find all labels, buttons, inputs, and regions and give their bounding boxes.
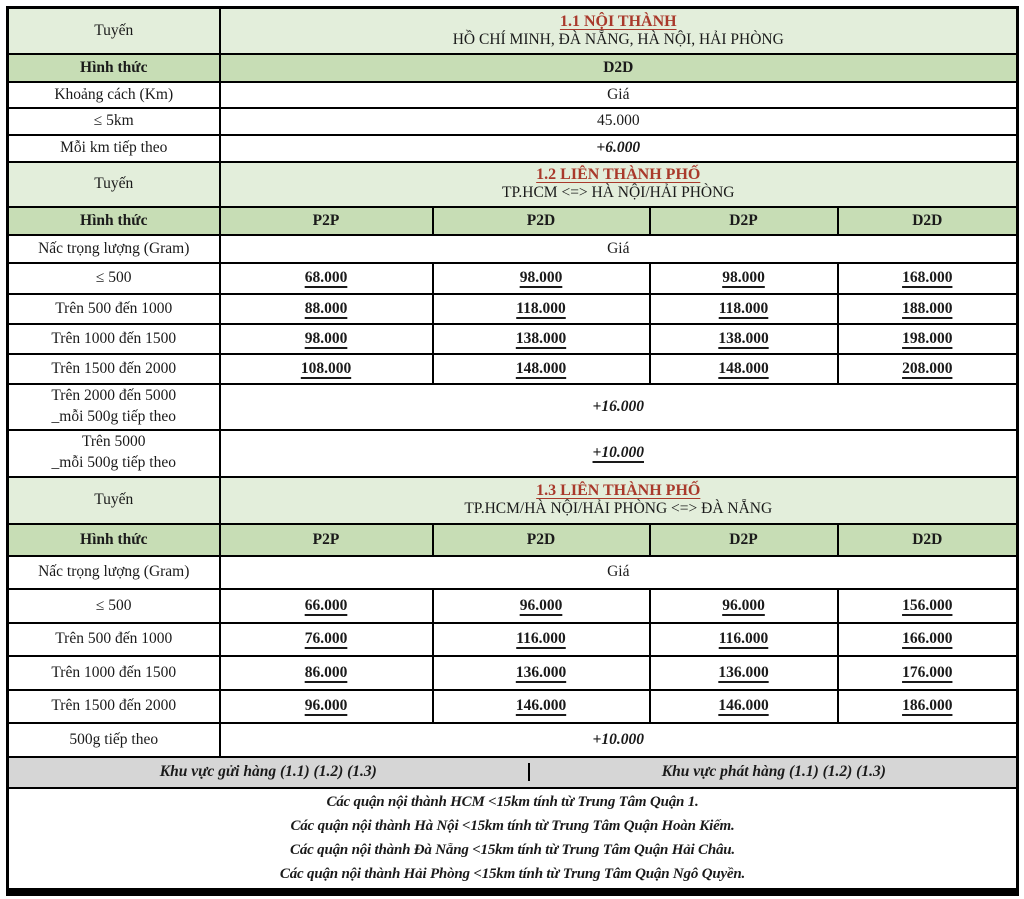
receive-zone-label: Khu vực phát hàng (1.1) (1.2) (1.3) (528, 763, 1018, 781)
section1-distance-label: Khoảng cách (Km) (8, 82, 220, 108)
price-cell: 188.000 (838, 294, 1018, 324)
weight-tier-label (8, 384, 220, 430)
section2-header (220, 162, 1018, 207)
price-cell: 136.000 (650, 656, 838, 690)
section3-header (220, 477, 1018, 524)
section2-method-label: Hình thức (8, 207, 220, 235)
section3-method-label: Hình thức (8, 524, 220, 556)
section3-route-label: Tuyến (8, 477, 220, 524)
tier-label-line2: _mỗi 500g tiếp theo (51, 407, 176, 425)
notes-cell (8, 788, 1018, 892)
zone-cells (8, 757, 1018, 788)
surcharge-cell: +16.000 (220, 384, 1018, 430)
price-cell: 96.000 (650, 589, 838, 623)
section1-cities: HỒ CHÍ MINH, ĐÀ NẴNG, HÀ NỘI, HẢI PHÒNG (452, 30, 784, 48)
weight-tier-label (8, 430, 220, 477)
price-cell: 108.000 (220, 354, 433, 384)
price-cell: 45.000 (220, 108, 1018, 135)
section2-weight-label: Nấc trọng lượng (Gram) (8, 235, 220, 263)
price-cell: 148.000 (433, 354, 650, 384)
method-header-p2d: P2D (433, 524, 650, 556)
section1-header (220, 8, 1018, 54)
price-cell: 146.000 (650, 690, 838, 723)
section2-price-label: Giá (220, 235, 1018, 263)
section1-method-label: Hình thức (8, 54, 220, 82)
section2-route-row (8, 162, 1018, 207)
pricing-table (6, 6, 1019, 896)
method-header-d2p: D2P (650, 524, 838, 556)
table-row (8, 623, 1018, 656)
price-cell: 138.000 (650, 324, 838, 354)
note-line: Các quận nội thành HCM <15km tính từ Trung Tâm Quận 1. (326, 794, 699, 810)
price-cell: 116.000 (650, 623, 838, 656)
price-cell: 118.000 (433, 294, 650, 324)
table-row (8, 690, 1018, 723)
section3-method-row (8, 524, 1018, 556)
note-line: Các quận nội thành Hà Nội <15km tính từ Trung Tâm Quận Hoàn Kiếm. (290, 818, 735, 834)
price-cell: 98.000 (650, 263, 838, 294)
section2-title: 1.2 LIÊN THÀNH PHỐ (536, 166, 701, 183)
section2-price-header-row (8, 235, 1018, 263)
section3-price-header-row (8, 556, 1018, 589)
section1-price-header-row (8, 82, 1018, 108)
section2-surcharge-row-1 (8, 384, 1018, 430)
price-cell: 96.000 (220, 690, 433, 723)
weight-tier-label: Trên 500 đến 1000 (8, 623, 220, 656)
notes-row (8, 788, 1018, 892)
table-row (8, 589, 1018, 623)
section2-route-label: Tuyến (8, 162, 220, 207)
price-cell: 68.000 (220, 263, 433, 294)
surcharge-cell: +10.000 (220, 723, 1018, 757)
price-cell: 98.000 (433, 263, 650, 294)
note-line: Các quận nội thành Hải Phòng <15km tính từ Trung Tâm Quận Ngô Quyền. (279, 866, 746, 882)
price-cell: 156.000 (838, 589, 1018, 623)
section1-method: D2D (220, 54, 1018, 82)
table-row (8, 656, 1018, 690)
tier-label-line2: _mỗi 500g tiếp theo (51, 454, 176, 471)
weight-tier-label: 500g tiếp theo (8, 723, 220, 757)
price-cell: 66.000 (220, 589, 433, 623)
price-cell: 96.000 (433, 589, 650, 623)
method-header-d2d: D2D (838, 207, 1018, 235)
weight-tier-label: Trên 1500 đến 2000 (8, 354, 220, 384)
price-cell: 148.000 (650, 354, 838, 384)
price-cell: 98.000 (220, 324, 433, 354)
table-row (8, 354, 1018, 384)
price-cell: 118.000 (650, 294, 838, 324)
table-row (8, 263, 1018, 294)
table-row (8, 324, 1018, 354)
price-cell: 168.000 (838, 263, 1018, 294)
section2-method-row (8, 207, 1018, 235)
table-row (8, 294, 1018, 324)
section3-price-label: Giá (220, 556, 1018, 589)
price-cell: 208.000 (838, 354, 1018, 384)
note-line: Các quận nội thành Đà Nẵng <15km tính từ Trung Tâm Quận Hải Châu. (290, 842, 735, 858)
price-cell: 88.000 (220, 294, 433, 324)
weight-tier-label: ≤ 500 (8, 263, 220, 294)
section3-route: TP.HCM/HÀ NỘI/HẢI PHÒNG <=> ĐÀ NẴNG (464, 500, 773, 517)
section2-route: TP.HCM <=> HÀ NỘI/HẢI PHÒNG (502, 184, 735, 201)
weight-tier-label: Trên 1500 đến 2000 (8, 690, 220, 723)
method-header-d2d: D2D (838, 524, 1018, 556)
surcharge-cell: +10.000 (220, 430, 1018, 477)
weight-tier-label: Trên 1000 đến 1500 (8, 324, 220, 354)
weight-tier-label: ≤ 500 (8, 589, 220, 623)
section1-route-label: Tuyến (8, 8, 220, 54)
send-zone-label: Khu vực gửi hàng (1.1) (1.2) (1.3) (159, 763, 377, 780)
price-cell: 138.000 (433, 324, 650, 354)
weight-tier-label: Trên 500 đến 1000 (8, 294, 220, 324)
price-cell: 186.000 (838, 690, 1018, 723)
price-cell: 198.000 (838, 324, 1018, 354)
section3-weight-label: Nấc trọng lượng (Gram) (8, 556, 220, 589)
section1-route-row (8, 8, 1018, 54)
section1-price-label: Giá (220, 82, 1018, 108)
section1-method-row (8, 54, 1018, 82)
price-cell: 166.000 (838, 623, 1018, 656)
section1-extra-row (8, 135, 1018, 162)
surcharge-cell: +6.000 (220, 135, 1018, 162)
tier-label-line1: Trên 5000 (81, 433, 146, 451)
tier-label-line1: Trên 2000 đến 5000 (51, 386, 177, 404)
price-cell: 76.000 (220, 623, 433, 656)
price-cell: 116.000 (433, 623, 650, 656)
distance-tier-label: ≤ 5km (8, 108, 220, 135)
method-header-p2p: P2P (220, 207, 433, 235)
method-header-d2p: D2P (650, 207, 838, 235)
section2-surcharge-row-2 (8, 430, 1018, 477)
weight-tier-label: Trên 1000 đến 1500 (8, 656, 220, 690)
price-cell: 86.000 (220, 656, 433, 690)
price-cell: 146.000 (433, 690, 650, 723)
method-header-p2d: P2D (433, 207, 650, 235)
section1-title: 1.1 NỘI THÀNH (559, 12, 677, 30)
price-cell: 136.000 (433, 656, 650, 690)
distance-tier-label: Mỗi km tiếp theo (8, 135, 220, 162)
section3-route-row (8, 477, 1018, 524)
section3-surcharge-row (8, 723, 1018, 757)
section1-base-row (8, 108, 1018, 135)
zone-row (8, 757, 1018, 788)
section3-title: 1.3 LIÊN THÀNH PHỐ (536, 482, 701, 499)
price-cell: 176.000 (838, 656, 1018, 690)
method-header-p2p: P2P (220, 524, 433, 556)
